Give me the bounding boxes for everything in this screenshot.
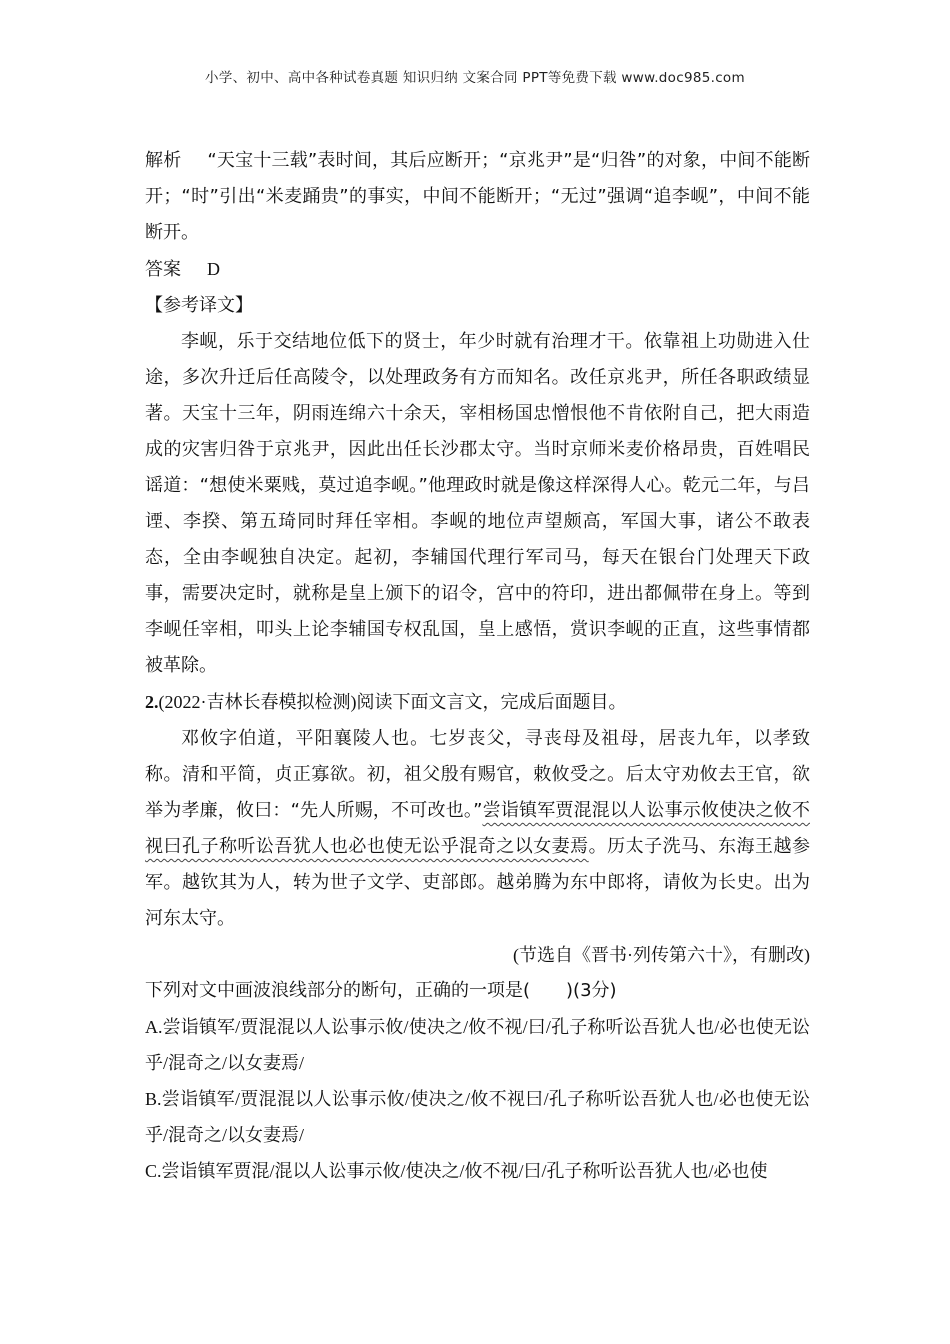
wavy-underlined-passage: 尝诣镇军贾混混以人讼事示攸使决之攸不视曰孔子称听讼吾犹人也必也使无讼乎混奇之以女妻焉 bbox=[145, 800, 810, 857]
analysis-label: 解析 bbox=[145, 150, 182, 171]
question-prompt: 下列对文中画波浪线部分的断句，正确的一项是( )(3分) bbox=[145, 980, 617, 1001]
classical-passage bbox=[145, 721, 810, 937]
analysis-paragraph bbox=[145, 143, 810, 251]
option-c: C.尝诣镇军贾混/混以人讼事示攸/使决之/攸不视/曰/孔子称听讼吾犹人也/必也使 bbox=[145, 1161, 768, 1181]
option-b: B.尝诣镇军/贾混混以人讼事示攸/使决之/攸不视曰/孔子称听讼吾犹人也/必也使无讼乎/混奇之/以女妻焉/ bbox=[145, 1089, 810, 1145]
passage-citation: (节选自《晋书·列传第六十》，有删改) bbox=[513, 945, 810, 965]
reference-heading: 【参考译文】 bbox=[145, 295, 253, 316]
option-a: A.尝诣镇军/贾混混以人讼事示攸/使决之/攸不视/曰/孔子称听讼吾犹人也/必也使无讼乎/混奇之/以女妻焉/ bbox=[145, 1017, 810, 1073]
answer-value: D bbox=[207, 259, 220, 279]
question-number: 2. bbox=[145, 692, 159, 712]
question-instruction: 阅读下面文言文，完成后面题目。 bbox=[356, 692, 627, 713]
document-body bbox=[145, 143, 810, 1189]
answer-label: 答案 bbox=[145, 259, 181, 280]
reference-translation: 李岘，乐于交结地位低下的贤士，年少时就有治理才干。依靠祖上功勋进入仕途，多次升迁后任高陵令，以处理政务有方而知名。改任京兆尹，所任各职政绩显著。天宝十三年，阴雨连绵六十余天，宰相杨国忠憎恨他不肯依附自己，把大雨造成的灾害归咎于京兆尹，因此出任长沙郡太守。当时京师米麦价格昂贵，百姓唱民谣道：“想使米粟贱，莫过追李岘。”他理政时就是像这样深得人心。乾元二年，与吕𬤇、李揆、第五琦同时拜任宰相。李岘的地位声望颇高，军国大事，诸公不敢表态，全由李岘独自决定。起初，李辅国代理行军司马，每天在银台门处理天下政事，需要决定时，就称是皇上颁下的诏令，宫中的符印，进出都佩带在身上。等到李岘任宰相，叩头上论李辅国专权乱国，皇上感悟，赏识李岘的正直，这些事情都被革除。 bbox=[145, 331, 810, 676]
answer-line bbox=[145, 251, 810, 288]
question-2-title bbox=[145, 684, 810, 721]
passage-before: 邓攸字伯道，平阳襄陵人也。七岁丧父，寻丧母及祖母，居丧九年，以孝致称。清和平简，贞正寡欲。初，祖父殷有赐官，敕攸受之。后太守劝攸去王官，欲举为孝廉，攸曰：“先人所赐，不可改也。” bbox=[145, 728, 810, 821]
analysis-text: “天宝十三载”表时间，其后应断开；“京兆尹”是“归咎”的对象，中间不能断开；“时”引出“米麦踊贵”的事实，中间不能断开；“无过”强调“追李岘”，中间不能断开。 bbox=[145, 150, 811, 243]
page-header: 小学、初中、高中各种试卷真题 知识归纳 文案合同 PPT等免费下载 www.doc985.com bbox=[205, 70, 745, 86]
passage-after: 。历太子洗马、东海王越参军。越钦其为人，转为世子文学、吏部郎。越弟腾为东中郎将，请攸为长史。出为河东太守。 bbox=[145, 836, 810, 929]
question-source: (2022·吉林长春模拟检测) bbox=[158, 692, 357, 712]
